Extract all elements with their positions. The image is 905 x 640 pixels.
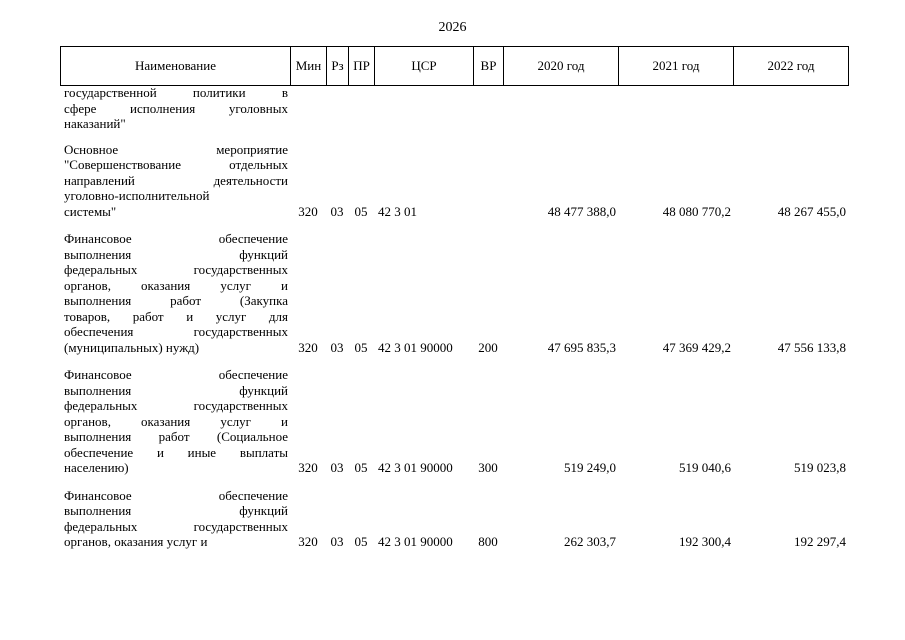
table-row — [60, 142, 848, 232]
row-amount-2021: 47 369 429,2 — [662, 339, 731, 355]
row-name-line: органов, оказания услуг и — [64, 277, 288, 293]
row-name-line: сфере исполнения уголовных — [64, 100, 288, 116]
row-amount-2022: 519 023,8 — [794, 460, 846, 475]
header-vr: ВР — [474, 47, 504, 86]
row-csr — [374, 85, 473, 142]
row-amount-2021 — [618, 85, 733, 142]
page-number: 2026 — [438, 20, 467, 35]
row-amount-2022 — [733, 85, 848, 142]
row-name-line: выполнения функций — [64, 246, 288, 262]
row-min — [290, 85, 326, 142]
row-vr: 300 — [478, 460, 498, 475]
header-rz: Рз — [327, 47, 349, 86]
header-name: Наименование — [61, 47, 291, 86]
row-rz: 03 — [330, 203, 344, 219]
row-min: 320 — [298, 460, 318, 475]
row-name-line: обеспечение и иные выплаты — [64, 444, 288, 460]
row-name-line: выполнения работ (Закупка — [64, 293, 288, 308]
row-name-line: Финансовое обеспечение — [64, 231, 288, 246]
row-amount-2022: 47 556 133,8 — [777, 339, 846, 355]
row-amount-2020: 48 477 388,0 — [547, 203, 616, 219]
row-rz: 03 — [330, 460, 344, 475]
row-name-line: товаров, работ и услуг для — [64, 308, 288, 324]
header-pr: ПР — [349, 47, 375, 86]
row-vr — [473, 85, 503, 142]
row-csr: 42 3 01 90000 — [378, 534, 453, 549]
table-row — [60, 488, 848, 562]
row-name-line: уголовно-исполнительной — [64, 188, 210, 203]
row-name-line: наказаний" — [64, 116, 126, 131]
row-pr: 05 — [354, 534, 368, 549]
row-name-line: направлений деятельности — [64, 172, 288, 188]
row-amount-2020 — [503, 85, 618, 142]
header-2021: 2021 год — [619, 47, 734, 86]
row-csr: 42 3 01 — [378, 203, 417, 219]
row-name — [60, 367, 290, 488]
row-name-line: государственной политики в — [64, 85, 288, 100]
row-name-line: (муниципальных) нужд) — [64, 339, 200, 355]
row-name — [60, 488, 290, 562]
row-pr: 05 — [354, 460, 368, 475]
budget-table — [60, 85, 848, 562]
row-min: 320 — [298, 339, 318, 355]
row-amount-2020: 262 303,7 — [564, 534, 616, 549]
row-name-line: населению) — [64, 460, 129, 475]
row-amount-2021: 192 300,4 — [679, 534, 731, 549]
row-vr: 200 — [478, 339, 498, 355]
row-name-line: Основное мероприятие — [64, 141, 288, 157]
row-name — [60, 231, 290, 367]
row-amount-2021: 48 080 770,2 — [662, 203, 731, 219]
row-name — [60, 142, 290, 232]
row-name-line: органов, оказания услуг и — [64, 534, 208, 549]
row-pr: 05 — [354, 339, 368, 355]
row-name — [60, 85, 290, 142]
row-amount-2020: 519 249,0 — [564, 460, 616, 475]
row-name-line: выполнения работ (Социальное — [64, 429, 288, 444]
row-name-line: органов, оказания услуг и — [64, 413, 288, 429]
row-rz — [326, 85, 348, 142]
row-name-line: выполнения функций — [64, 503, 288, 518]
row-csr: 42 3 01 90000 — [378, 460, 453, 475]
row-name-line: обеспечения государственных — [64, 324, 288, 339]
row-csr: 42 3 01 90000 — [378, 339, 453, 355]
row-name-line: федеральных государственных — [64, 398, 288, 413]
row-amount-2022: 48 267 455,0 — [777, 203, 846, 219]
row-min: 320 — [298, 534, 318, 549]
row-name-line: "Совершенствование отдельных — [64, 157, 288, 172]
table-row — [60, 85, 848, 142]
row-amount-2021: 519 040,6 — [679, 460, 731, 475]
row-min: 320 — [298, 203, 318, 219]
row-name-line: федеральных государственных — [64, 518, 288, 534]
row-name-line: системы" — [64, 203, 117, 219]
row-name-line: Финансовое обеспечение — [64, 487, 288, 503]
row-vr — [473, 142, 503, 232]
row-pr — [348, 85, 374, 142]
row-name-line: выполнения функций — [64, 382, 288, 398]
row-name-line: Финансовое обеспечение — [64, 367, 288, 382]
row-vr: 800 — [478, 534, 498, 549]
row-amount-2020: 47 695 835,3 — [547, 339, 616, 355]
table-row — [60, 367, 848, 488]
row-name-line: федеральных государственных — [64, 262, 288, 277]
header-csr: ЦСР — [375, 47, 474, 86]
row-rz: 03 — [330, 339, 344, 355]
header-2020: 2020 год — [504, 47, 619, 86]
row-rz: 03 — [330, 534, 344, 549]
row-pr: 05 — [354, 203, 368, 219]
table-header — [60, 46, 849, 86]
header-2022: 2022 год — [734, 47, 849, 86]
row-amount-2022: 192 297,4 — [794, 534, 846, 549]
table-row — [60, 231, 848, 367]
header-min: Мин — [291, 47, 327, 86]
